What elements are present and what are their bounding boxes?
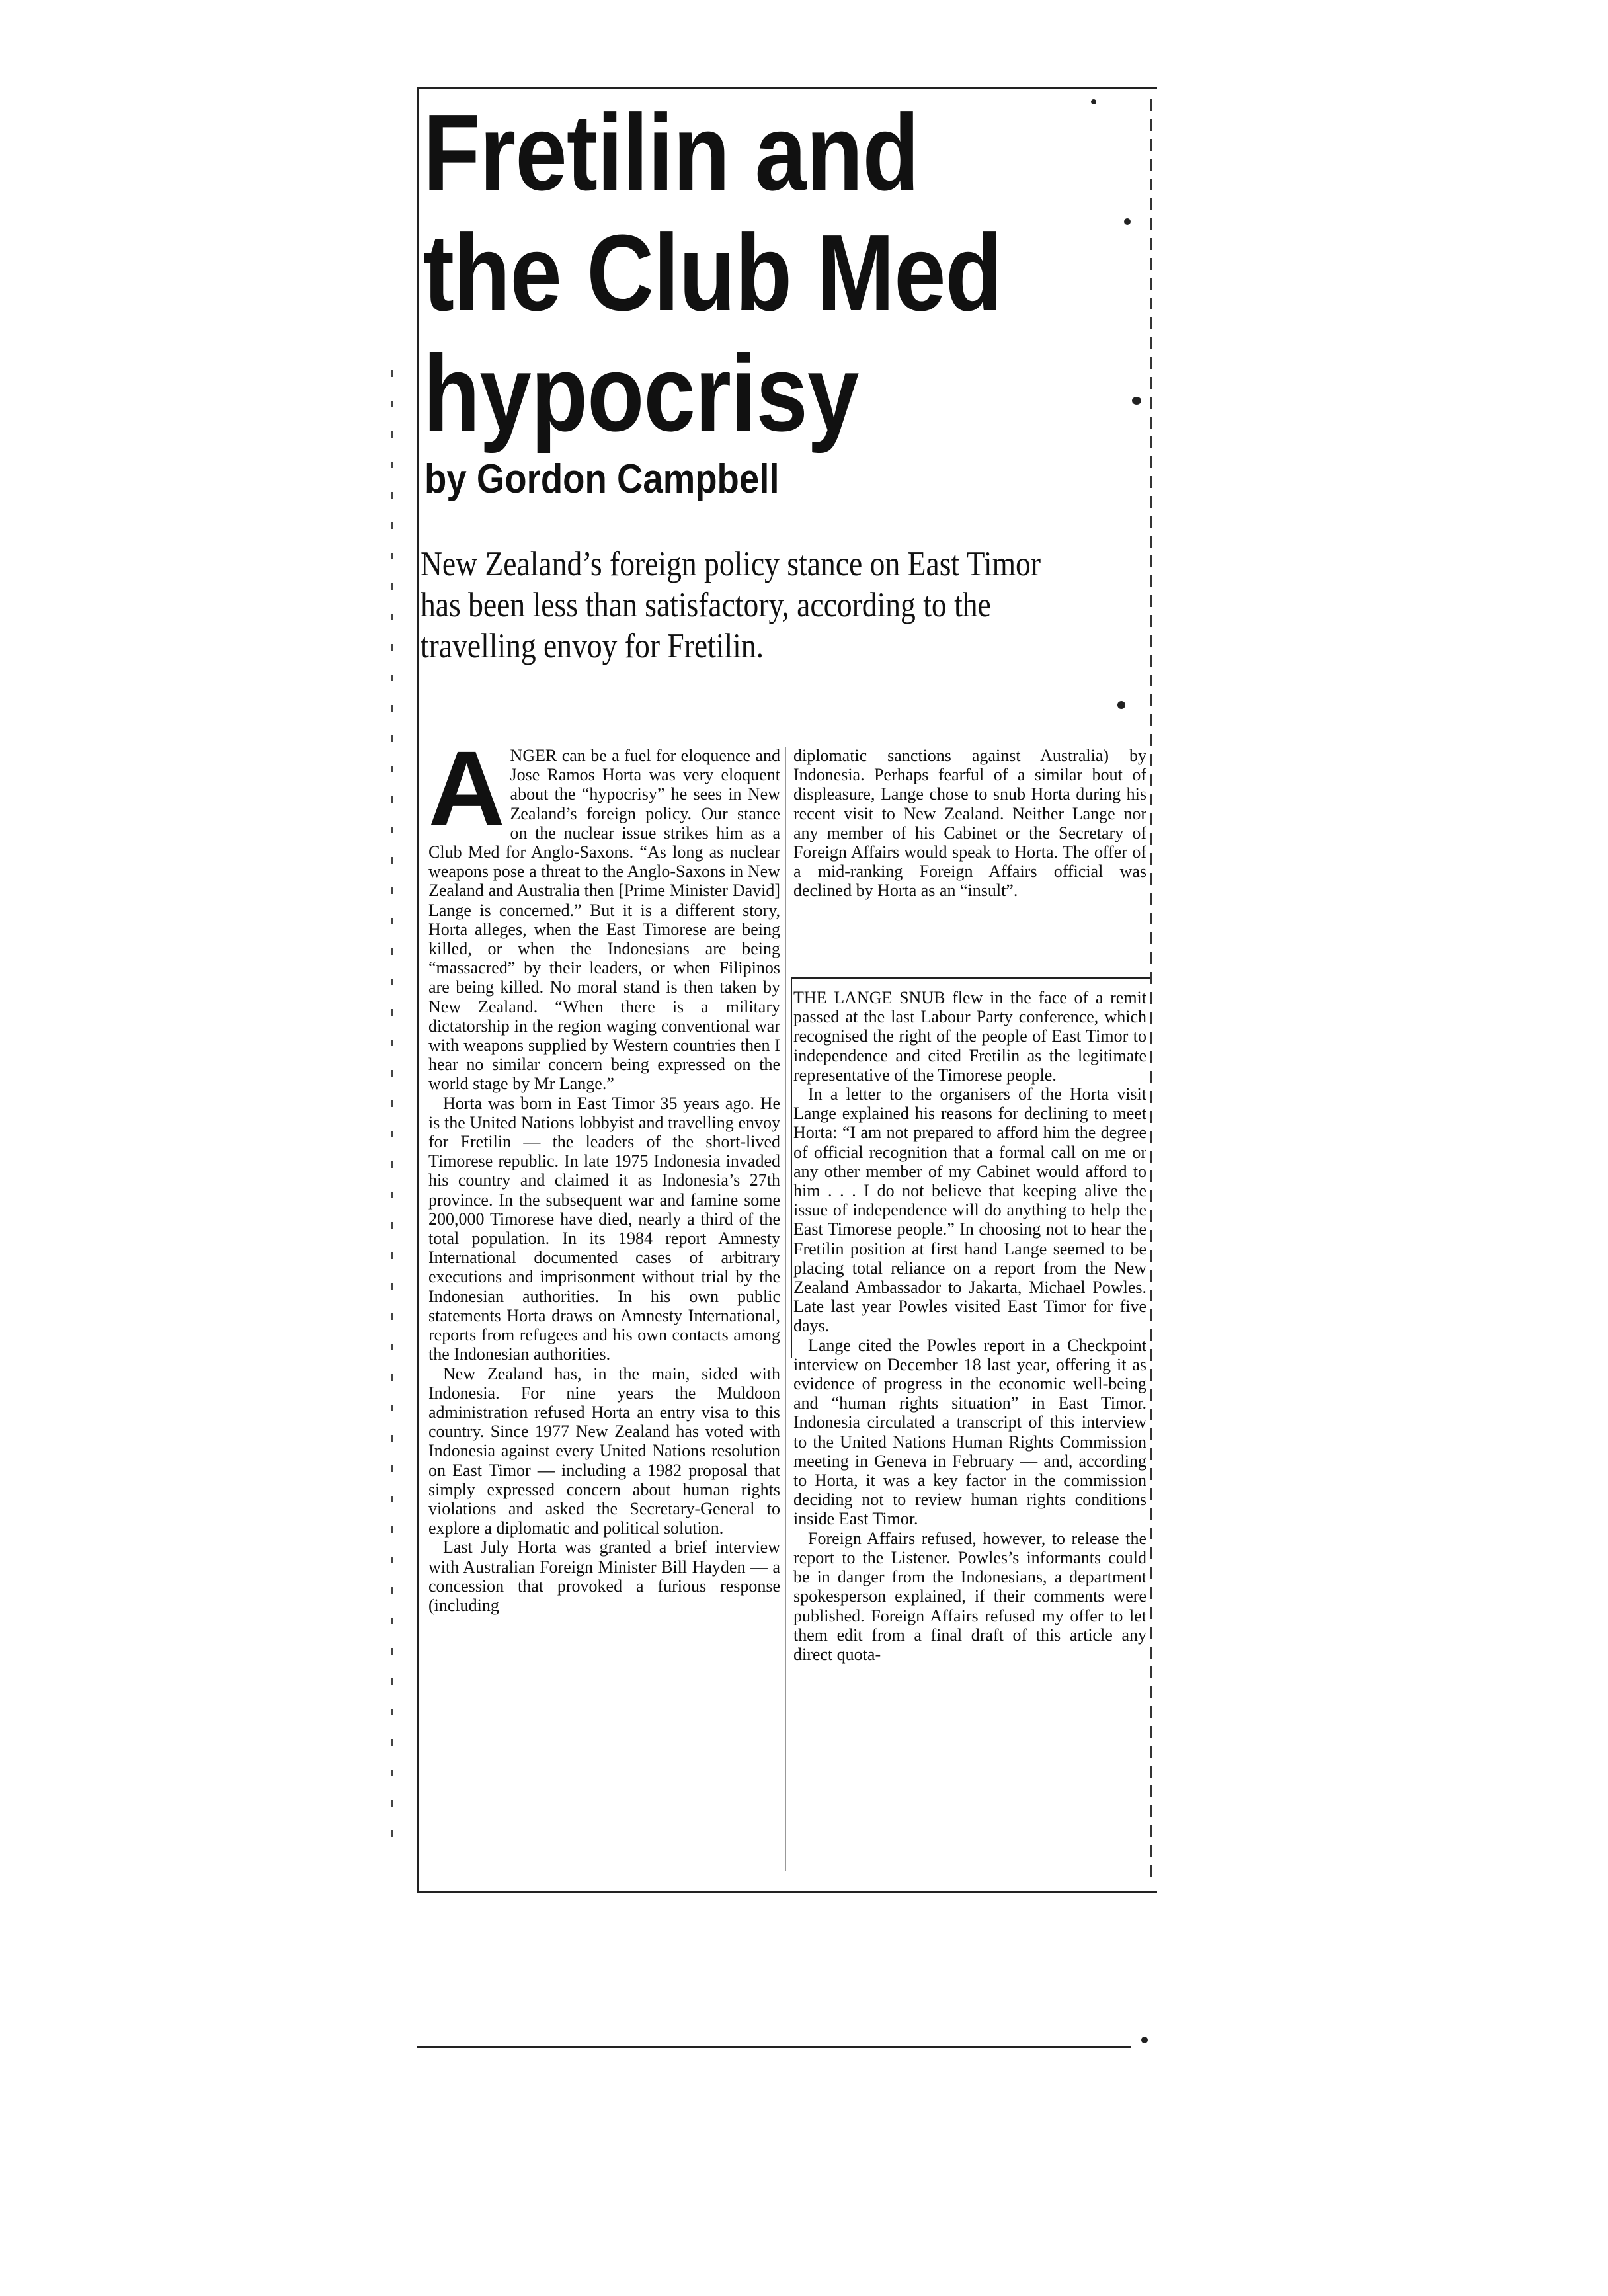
section-subhead: THE LANGE SNUB (793, 988, 945, 1007)
article-column-1 (428, 729, 780, 1615)
headline (423, 93, 1037, 454)
headline-line-2: the Club Med (423, 212, 1002, 333)
article-paragraph: Last July Horta was granted a brief interview with Australian Foreign Minister Bill Hayden — a concession that provoked a furious response (including (428, 1538, 780, 1615)
headline-line-3: hypocrisy (423, 333, 859, 454)
article-paragraph: Lange cited the Powles report in a Checkpoint interview on December 18 last year, offering it as evidence of progress in the economic well-being and “human rights situation” in East Timor. Indonesia circulated a transcript of this interview to the United Nations Human Rights Commission meeting in Geneva in February — and, according to Horta, it was a key factor in the commission deciding not to review human rights conditions inside East Timor. (793, 1335, 1146, 1529)
scan-speck (1132, 397, 1141, 405)
article-paragraph: Foreign Affairs refused, however, to release the report to the Listener. Powles’s informants could be in danger from the Indonesians, a department spokesperson explained, if their comments were published. Foreign Affairs refused my offer to let them edit from a final draft of this article any direct quota- (793, 1528, 1146, 1664)
article-paragraph: diplomatic sanctions against Australia) by Indonesia. Perhaps fearful of a similar bout of displeasure, Lange chose to snub Horta during his recent visit to New Zealand. Neither Lange nor any member of his Cabinet or the Secretary of Foreign Affairs would speak to Horta. The offer of a mid-ranking Foreign Affairs official was declined by Horta as an “insult”. (793, 746, 1146, 901)
article-paragraph (793, 988, 1146, 1085)
column-divider (785, 747, 786, 1871)
scan-speck (1091, 99, 1096, 104)
clipping-edge-left (391, 370, 393, 1858)
scan-speck (1124, 218, 1131, 225)
standfirst: New Zealand’s foreign policy stance on East Timor has been less than satisfactory, according to the travelling envoy for Fretilin. (421, 545, 1041, 665)
article-column-2-top (793, 746, 1146, 901)
bottom-scan-rule (417, 2046, 1131, 2048)
article-paragraph: New Zealand has, in the main, sided with Indonesia. For nine years the Muldoon administration refused Horta an entry visa to this country. Since 1977 New Zealand has voted with Indonesia against every United Nations resolution on East Timor — including a 1982 proposal that simply expressed concern about human rights violations and asked the Secretary-General to explore a diplomatic and political solution. (428, 1364, 780, 1538)
article-paragraph (428, 729, 780, 1094)
byline: by Gordon Campbell (424, 456, 780, 502)
scan-speck (1117, 701, 1125, 709)
paragraph-text: flew in the face of a remit passed at the last Labour Party conference, which recognised the right of the people of East Timor to independence and cited Fretilin as the legitimate representative of the Timorese people. (793, 988, 1146, 1085)
article-paragraph: In a letter to the organisers of the Horta visit Lange explained his reasons for declining to meet Horta: “I am not prepared to afford him the degree of official recognition that a formal call on me or any other member of my Cabinet would afford to him . . . I do not believe that keeping alive the issue of independence will do anything to help the East Timorese people.” In choosing not to hear the Fretilin position at first hand Lange seemed to be placing total reliance on a report from the New Zealand Ambassador to Jakarta, Michael Powles. Late last year Powles visited East Timor for five days. (793, 1085, 1146, 1336)
drop-cap: A (428, 729, 505, 847)
clipping-edge-right (1150, 99, 1152, 1885)
scan-speck (1141, 2037, 1148, 2043)
headline-line-1: Fretilin and (423, 92, 919, 213)
article-paragraph: Horta was born in East Timor 35 years ago. He is the United Nations lobbyist and travelling envoy for Fretilin — the leaders of the short-lived Timorese republic. In late 1975 Indonesia invaded his country and claimed it as Indonesia’s 27th province. In the subsequent war and famine some 200,000 Timorese have died, nearly a third of the total population. In its 1984 report Amnesty International documented cases of arbitrary executions and imprisonment without trial by the Indonesian authorities. In his own public statements Horta draws on Amnesty International, reports from refugees and his own contacts among the Indonesian authorities. (428, 1093, 780, 1364)
article-column-2-bottom (793, 988, 1146, 1664)
paragraph-text: NGER can be a fuel for eloquence and Jose Ramos Horta was very eloquent about the “hypocrisy” he sees in New Zealand’s foreign policy. Our stance on the nuclear issue strikes him as a Club Med for Anglo-Saxons. “As long as nuclear weapons pose a threat to the Anglo-Saxons in New Zealand and Australia then [Prime Minister David] Lange is concerned.” But it is a different story, Horta alleges, when the East Timorese are being killed, or when the Indonesians are being “massacred” by their leaders, or when Filipinos are being killed. No moral stand is then taken by New Zealand. “When there is a military dictatorship in the region waging conventional war with weapons supplied by Western countries then I hear no similar concern being expressed on the world stage by Mr Lange.” (428, 746, 780, 1094)
